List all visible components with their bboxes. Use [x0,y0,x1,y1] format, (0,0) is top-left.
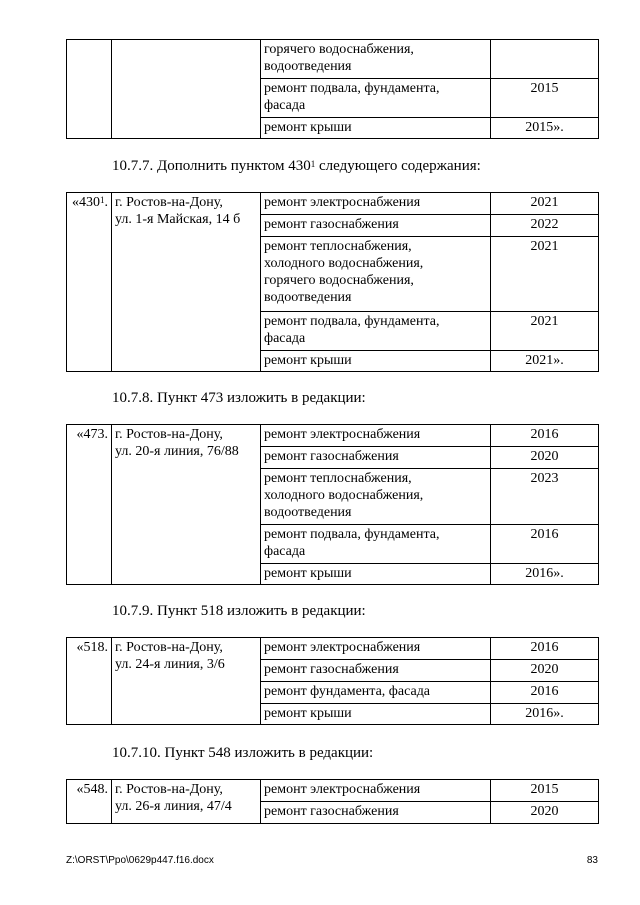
cell-work: ремонт крыши [261,704,491,725]
section-heading-430 [112,157,481,175]
cell-year: 2016 [491,525,599,564]
cell-work: ремонт подвала, фундамента, фасада [261,525,491,564]
cell-year: 2021 [491,312,599,351]
cell-year: 2015». [491,118,599,139]
table-continuation [66,39,599,139]
cell-address: г. Ростов-на-Дону, ул. 20-я линия, 76/88 [112,425,261,585]
cell-number: «518. [67,638,112,725]
cell-year: 2023 [491,469,599,525]
cell-address [112,40,261,139]
cell-year: 2021 [491,237,599,312]
cell-work: ремонт газоснабжения [261,802,491,824]
table-548 [66,779,599,824]
cell-year: 2015 [491,79,599,118]
cell-number: «473. [67,425,112,585]
table-518 [66,637,599,725]
cell-year: 2016». [491,704,599,725]
cell-work: ремонт газоснабжения [261,660,491,682]
cell-year [491,40,599,79]
section-heading-473: 10.7.8. Пункт 473 изложить в редакции: [112,390,366,406]
cell-work: ремонт газоснабжения [261,215,491,237]
cell-work: ремонт электроснабжения [261,638,491,660]
table-430 [66,192,599,372]
section-heading-518: 10.7.9. Пункт 518 изложить в редакции: [112,603,366,619]
cell-work: ремонт теплоснабжения, холодного водоснабжения, горячего водоснабжения, водоотведения [261,237,491,312]
section-heading-548: 10.7.10. Пункт 548 изложить в редакции: [112,745,374,761]
cell-work: ремонт фундамента, фасада [261,682,491,704]
footer-page-number: 83 [586,855,598,866]
cell-year: 2016 [491,638,599,660]
cell-address: г. Ростов-на-Дону, ул. 26-я линия, 47/4 [112,780,261,824]
table-473 [66,424,599,585]
cell-year: 2022 [491,215,599,237]
cell-year: 2016». [491,564,599,585]
cell-number: «548. [67,780,112,824]
cell-number [67,40,112,139]
cell-year: 2020 [491,660,599,682]
cell-year: 2020 [491,802,599,824]
cell-work: горячего водоснабжения, водоотведения [261,40,491,79]
cell-work: ремонт газоснабжения [261,447,491,469]
cell-work: ремонт подвала, фундамента, фасада [261,79,491,118]
heading-superscript: 1 [310,159,316,169]
cell-address: г. Ростов-на-Дону, ул. 24-я линия, 3/6 [112,638,261,725]
cell-year: 2021». [491,351,599,372]
cell-work: ремонт крыши [261,351,491,372]
cell-year: 2021 [491,193,599,215]
cell-number: «$430^1$. [67,193,112,372]
cell-year: 2020 [491,447,599,469]
heading-text-tail: следующего содержания: [315,158,481,174]
cell-year: 2015 [491,780,599,802]
cell-work: ремонт теплоснабжения, холодного водоснабжения, водоотведения [261,469,491,525]
cell-work: ремонт электроснабжения [261,193,491,215]
cell-work: ремонт подвала, фундамента, фасада [261,312,491,351]
cell-work: ремонт электроснабжения [261,425,491,447]
cell-year: 2016 [491,425,599,447]
cell-work: ремонт крыши [261,118,491,139]
cell-work: ремонт электроснабжения [261,780,491,802]
heading-text: 10.7.7. Дополнить пунктом 430 [112,158,311,174]
cell-address: г. Ростов-на-Дону, ул. 1-я Майская, 14 б [112,193,261,372]
cell-year: 2016 [491,682,599,704]
footer-file-path: Z:\ORST\Ppo\0629p447.f16.docx [66,855,214,866]
cell-work: ремонт крыши [261,564,491,585]
